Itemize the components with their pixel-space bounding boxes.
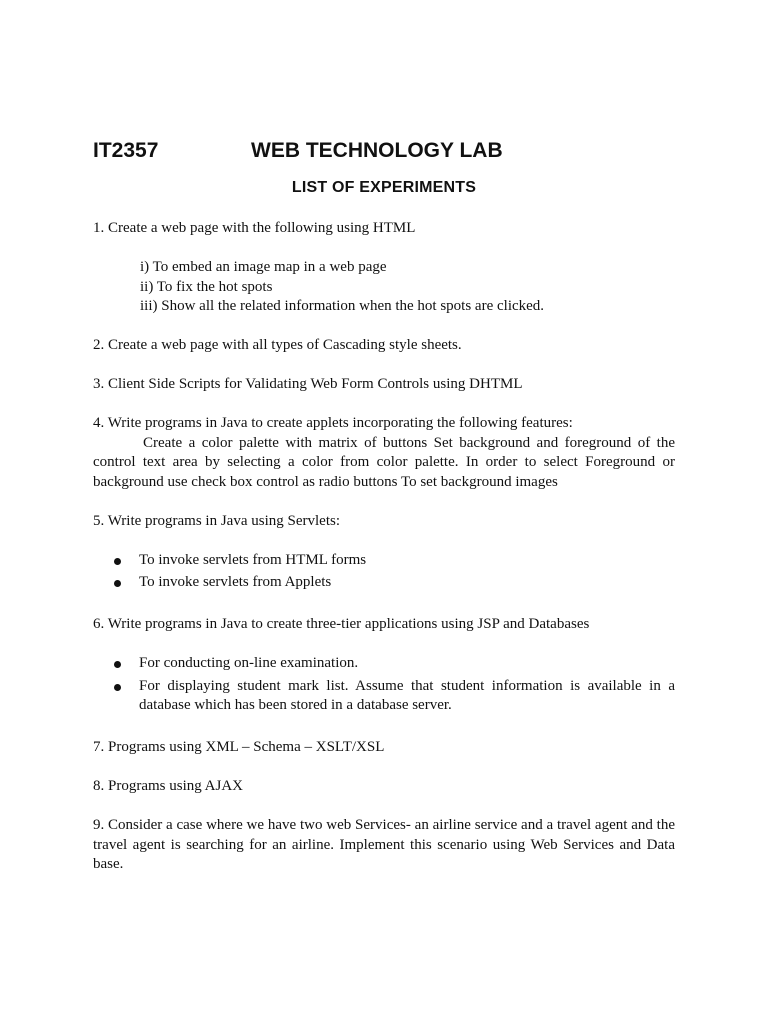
experiment-9: 9. Consider a case where we have two web Services- an airline service and a travel agent and the travel agent is searching for an airline. Implement this scenario using Web Services and Data base.	[93, 817, 675, 872]
experiment-1: 1. Create a web page with the following using HTML	[93, 220, 416, 236]
list-title: LIST OF EXPERIMENTS	[291, 179, 477, 196]
course-title: WEB TECHNOLOGY LAB	[251, 139, 503, 162]
list-item: To invoke servlets from Applets	[93, 573, 675, 593]
experiment-1-sub-3: iii) Show all the related information when the hot spots are clicked.	[140, 298, 545, 314]
bullet-icon	[114, 558, 121, 565]
course-code: IT2357	[93, 139, 159, 162]
experiment-2: 2. Create a web page with all types of Cascading style sheets.	[93, 337, 462, 353]
list-item: To invoke servlets from HTML forms	[93, 551, 675, 571]
experiment-6: 6. Write programs in Java to create three-tier applications using JSP and Databases	[93, 616, 590, 632]
experiment-6-bullets	[93, 654, 675, 716]
bullet-icon	[114, 684, 121, 691]
experiment-1-sub-2: ii) To fix the hot spots	[140, 278, 273, 295]
experiment-7: 7. Programs using XML – Schema – XSLT/XSL	[93, 739, 385, 755]
course-heading	[93, 139, 503, 163]
experiment-5: 5. Write programs in Java using Servlets:	[93, 512, 340, 529]
experiment-3: 3. Client Side Scripts for Validating Web Form Controls using DHTML	[93, 376, 523, 392]
experiment-1-sub-1: i) To embed an image map in a web page	[140, 259, 387, 275]
experiment-list	[93, 219, 675, 875]
list-item: For conducting on-line examination.	[93, 654, 675, 674]
experiment-5-bullets	[93, 551, 675, 593]
bullet-icon	[114, 580, 121, 587]
list-item: For displaying student mark list. Assume that student information is available in a database which has been stored in a database server.	[93, 677, 675, 716]
experiment-8: 8. Programs using AJAX	[93, 778, 244, 794]
bullet-icon	[114, 661, 121, 668]
experiment-4: 4. Write programs in Java to create applets incorporating the following features:	[93, 415, 573, 431]
experiment-4-detail: Create a color palette with matrix of buttons Set background and foreground of the control text area by selecting a color from color palette. In order to select Foreground or background use check box control as radio buttons To set background images	[93, 434, 675, 490]
